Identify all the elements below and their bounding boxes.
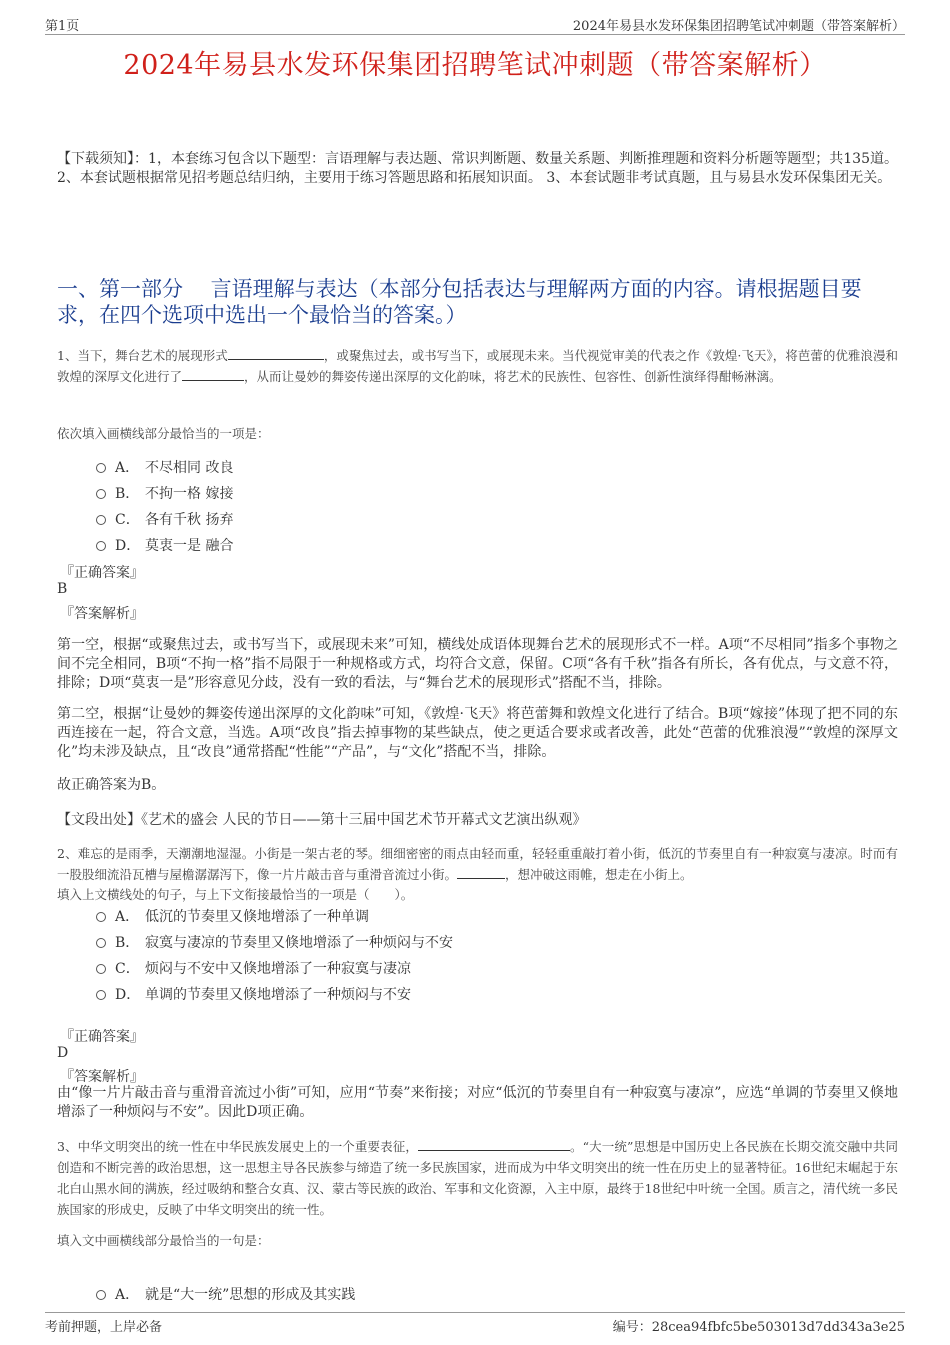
q1-answer-label: 『正确答案』 [60,565,144,581]
download-notice: 【下载须知】：1，本套练习包含以下题型：言语理解与表达题、常识判断题、数量关系题、判断推理题和资料分析题等题型；共135道。 2、本套试题根据常见招考题总结归纳，主要用于练习答题思路和拓展知识面。 3、本套试题非考试真题，且与易县水发环保集团无关。 [57,151,898,186]
radio-icon[interactable] [96,515,106,525]
question-1-text: 1、当下，舞台艺术的展现形式 ，或聚焦过去，或书写当下，或展现未来。当代视觉审美的代表之作《敦煌·飞天》，将芭蕾的优雅浪漫和敦煌的深厚文化进行了 ，从而让曼妙的舞姿传递出深厚的文化韵味，将艺术的民族性、包容性、创新性演绎得酣畅淋漓。 [57,348,898,384]
question-3-prompt: 填入文中画横线部分最恰当的一句是： [57,1233,270,1248]
radio-icon[interactable] [96,912,106,922]
answer-blank [457,865,505,879]
q2-option-d[interactable]: D． 单调的节奏里又倏地增添了一种烦闷与不安 [96,984,411,1004]
q2-analysis: 由“像一片片敲击音与重滑音流过小街”可知，应用“节奏”来衔接；对应“低沉的节奏里自有一种寂寞与凄凉”，应选“单调的节奏里又倏地增添了一种烦闷与不安”。因此D项正确。 [57,1085,898,1120]
q3-option-a[interactable]: A． 就是“大一统”思想的形成及其实践 [96,1284,355,1304]
q2-option-a[interactable]: A． 低沉的节奏里又倏地增添了一种单调 [96,906,369,926]
q2-answer: D [57,1045,69,1061]
question-2-prompt: 填入上文横线处的句子，与上下文衔接最恰当的一项是（ ）。 [57,887,414,902]
radio-icon[interactable] [96,990,106,1000]
q1-option-d[interactable]: D． 莫衷一是 融合 [96,535,233,555]
header-doc-title: 2024年易县水发环保集团招聘笔试冲刺题（带答案解析） [572,19,905,34]
q1-option-a[interactable]: A． 不尽相同 改良 [96,457,233,477]
q2-option-b[interactable]: B． 寂寞与凄凉的节奏里又倏地增添了一种烦闷与不安 [96,932,453,952]
radio-icon[interactable] [96,938,106,948]
footer-slogan: 考前押题，上岸必备 [45,1320,163,1335]
q1-option-c[interactable]: C． 各有千秋 扬弃 [96,509,233,529]
footer-doc-id: 编号：28cea94fbfc5be503013d7dd343a3e25 [612,1320,905,1335]
page-title: 2024年易县水发环保集团招聘笔试冲刺题（带答案解析） [123,50,827,81]
q1-conclusion: 故正确答案为B。 [57,777,166,793]
radio-icon[interactable] [96,964,106,974]
q2-option-c[interactable]: C． 烦闷与不安中又倏地增添了一种寂寞与凄凉 [96,958,411,978]
page-header [45,12,905,35]
page-number: 第1页 [45,19,80,34]
question-2-text: 2、难忘的是雨季，天潮潮地湿湿。小街是一架古老的琴。细细密密的雨点由轻而重，轻轻重重敲打着小街，低沉的节奏里自有一种寂寞与凄凉。时而有一股股细流沿瓦槽与屋檐潺潺泻下，像一片片敲击音与重滑音流过小街。 ，想冲破这雨帷，想走在小街上。 [57,846,898,882]
q1-option-b[interactable]: B． 不拘一格 嫁接 [96,483,233,503]
q2-answer-label: 『正确答案』 [60,1029,144,1045]
q1-analysis-1: 第一空，根据“或聚焦过去，或书写当下，或展现未来”可知，横线处成语体现舞台艺术的展现形式不一样。A项“不尽相同”指多个事物之间不完全相同，B项“不拘一格”指不局限于一种规格或方式，均符合文意，保留。C项“各有千秋”指各有所长，各有优点，与文意不符，排除；D项“莫衷一是”形容意见分歧，没有一致的看法，与“舞台艺术的展现形式”搭配不当，排除。 [57,637,898,691]
radio-icon[interactable] [96,489,106,499]
q1-answer: B [57,581,68,597]
section-heading: 一、第一部分 言语理解与表达（本部分包括表达与理解两方面的内容。请根据题目要求，在四个选项中选出一个最恰当的答案。） [57,277,862,327]
radio-icon[interactable] [96,463,106,473]
page-footer [45,1312,905,1335]
question-1-prompt: 依次填入画横线部分最恰当的一项是： [57,426,270,441]
question-3-text: 3、中华文明突出的统一性在中华民族发展史上的一个重要表征， 。“大一统”思想是中国历史上各民族在长期交流交融中共同创造和不断完善的政治思想，这一思想主导各民族参与缔造了统一多民族国家，进而成为中华文明突出的统一性在历史上的显著特征。16世纪末崛起于东北白山黑水间的满族，经过吸纳和整合女真、汉、蒙古等民族的政治、军事和文化资源，入主中原，最终于18世纪中叶统一全国。质言之，清代统一多民族国家的形成史，反映了中华文明突出的统一性。 [57,1139,898,1217]
answer-blank [182,367,244,381]
answer-blank [418,1137,570,1151]
q1-analysis-2: 第二空，根据“让曼妙的舞姿传递出深厚的文化韵味”可知，《敦煌·飞天》将芭蕾舞和敦煌文化进行了结合。B项“嫁接”体现了把不同的东西连接在一起，符合文意，当选。A项“改良”指去掉事物的某些缺点，使之更适合要求或者改善，此处“芭蕾的优雅浪漫”“敦煌的深厚文化”均未涉及缺点，且“改良”通常搭配“性能”“产品”，与“文化”搭配不当，排除。 [57,706,898,760]
answer-blank [228,346,324,360]
q2-analysis-label: 『答案解析』 [60,1069,144,1085]
q1-source: 【文段出处】《艺术的盛会 人民的节日——第十三届中国艺术节开幕式文艺演出纵观》 [57,812,587,828]
radio-icon[interactable] [96,1290,106,1300]
q1-analysis-label: 『答案解析』 [60,606,144,622]
radio-icon[interactable] [96,541,106,551]
